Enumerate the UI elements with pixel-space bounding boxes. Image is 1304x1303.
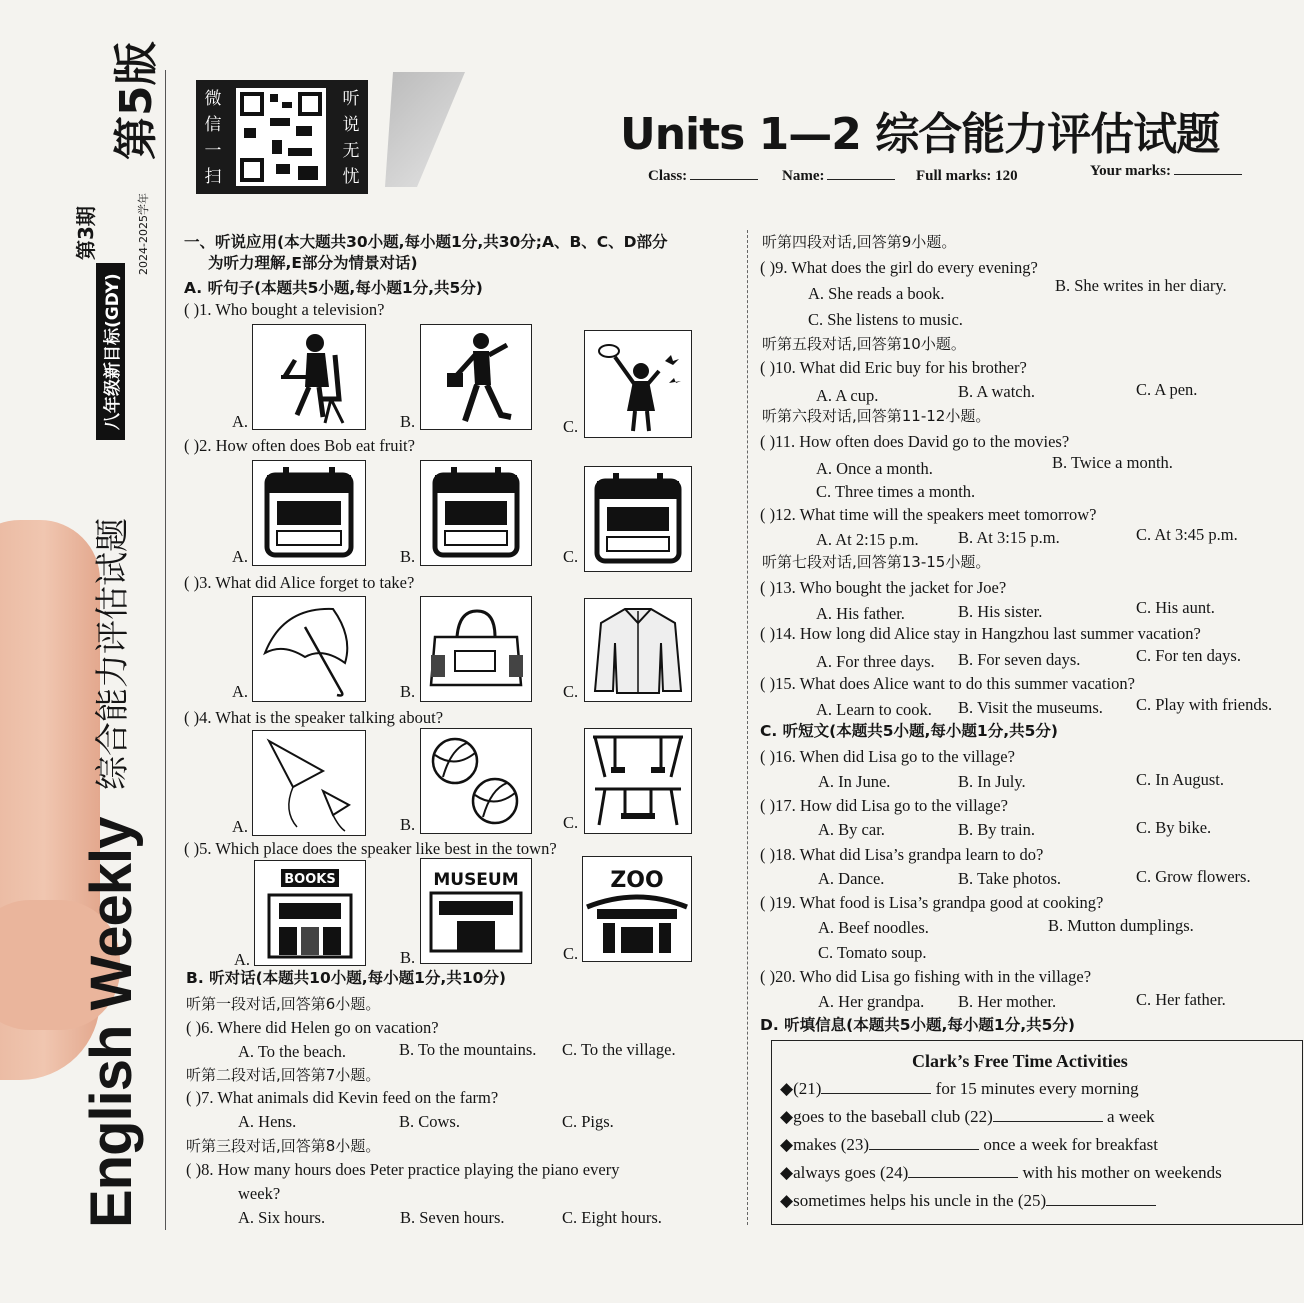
option-b-label: B. [400,412,416,431]
section-heading-cont: 为听力理解,E部分为情景对话) [208,254,418,272]
q11-option-c: C. Three times a month. [816,482,976,501]
spine-issue: 第3期 [74,206,98,260]
q19-option-c: C. Tomato soup. [818,943,927,962]
q12-option-c: C. At 3:45 p.m. [1136,525,1238,544]
q12-option-b: B. At 3:15 p.m. [958,528,1060,547]
question-16: ( )16. When did Lisa go to the village? [760,747,1015,766]
part-c-heading: C. 听短文(本题共5小题,每小题1分,共5分) [760,722,1058,740]
dialogue-6-instruction: 听第六段对话,回答第11-12小题。 [762,407,991,425]
beach-balls-image[interactable] [420,728,532,834]
qr-code-icon[interactable] [236,88,326,186]
page-title: Units 1—2 综合能力评估试题 [620,109,1220,160]
blank-25-prefix: ◆sometimes helps his uncle in the (25) [780,1191,1047,1210]
q9-option-c: C. She listens to music. [808,310,963,329]
question-17: ( )17. How did Lisa go to the village? [760,796,1008,815]
q9-option-b: B. She writes in her diary. [1055,276,1227,295]
q11-option-b: B. Twice a month. [1052,453,1173,472]
q7-option-a: A. Hens. [238,1112,297,1131]
blank-22[interactable] [993,1121,1103,1122]
umbrella-image[interactable] [252,596,366,702]
q17-option-c: C. By bike. [1136,818,1212,837]
question-12: ( )12. What time will the speakers meet tomorrow? [760,505,1097,524]
option-b-label: B. [400,948,416,967]
calendar-icon[interactable] [252,460,366,566]
q10-option-c: C. A pen. [1136,380,1198,399]
part-d-heading: D. 听填信息(本题共5小题,每小题1分,共5分) [760,1016,1075,1034]
jacket-image[interactable] [584,598,692,702]
q6-option-c: C. To the village. [562,1040,676,1059]
blank-22-line [780,1107,1155,1127]
q7-option-b: B. Cows. [399,1112,460,1131]
option-c-label: C. [563,813,579,832]
blank-23-prefix: ◆makes (23) [780,1135,870,1154]
question-3: ( )3. What did Alice forget to take? [184,573,415,592]
q15-option-b: B. Visit the museums. [958,698,1103,717]
q15-option-c: C. Play with friends. [1136,695,1273,714]
q16-option-b: B. In July. [958,772,1026,791]
option-c-label: C. [563,682,579,701]
brand-logo: English Weekly [79,817,144,1228]
dialogue-2-instruction: 听第二段对话,回答第7小题。 [186,1066,381,1084]
spine-grade: 八年级新目标(GDY) [96,263,125,440]
q20-option-c: C. Her father. [1136,990,1226,1009]
your-marks-field[interactable] [1090,163,1242,180]
question-19: ( )19. What food is Lisa’s grandpa good at cooking? [760,893,1104,912]
question-5: ( )5. Which place does the speaker like best in the town? [184,839,557,858]
q13-option-c: C. His aunt. [1136,598,1215,617]
q8-option-a: A. Six hours. [238,1208,326,1227]
museum-image[interactable] [420,858,532,964]
option-c-label: C. [563,944,579,963]
blank-22-suffix: a week [1107,1107,1155,1126]
option-c-label: C. [563,417,579,436]
blank-24[interactable] [908,1177,1018,1178]
question-18: ( )18. What did Lisa’s grandpa learn to do? [760,845,1044,864]
blank-23-suffix: once a week for breakfast [983,1135,1158,1154]
q16-option-c: C. In August. [1136,770,1225,789]
museum-sign: MUSEUM [433,870,519,890]
q18-option-b: B. Take photos. [958,869,1062,888]
option-c-label: C. [563,547,579,566]
spine-version: 第5版 [111,41,162,160]
q19-option-a: A. Beef noodles. [818,918,929,937]
q8-option-c: C. Eight hours. [562,1208,662,1227]
q8-option-b: B. Seven hours. [400,1208,505,1227]
question-6: ( )6. Where did Helen go on vacation? [186,1018,439,1037]
question-13: ( )13. Who bought the jacket for Joe? [760,578,1007,597]
swings-image[interactable] [584,728,692,834]
q14-option-c: C. For ten days. [1136,646,1241,665]
q14-option-b: B. For seven days. [958,650,1081,669]
q19-option-b: B. Mutton dumplings. [1048,916,1194,935]
q10-option-b: B. A watch. [958,382,1035,401]
kites-image[interactable] [252,730,366,836]
column-divider [747,230,748,1225]
question-9: ( )9. What does the girl do every evening? [760,258,1038,277]
question-15: ( )15. What does Alice want to do this summer vacation? [760,674,1135,693]
blank-21[interactable] [821,1093,931,1094]
blank-21-suffix: for 15 minutes every morning [935,1079,1139,1098]
question-8-cont: week? [238,1184,281,1203]
q11-option-a: A. Once a month. [816,459,933,478]
q6-option-a: A. To the beach. [238,1042,347,1061]
option-b-label: B. [400,682,416,701]
girl-butterflies-image[interactable] [584,330,692,438]
part-a-heading: A. 听句子(本题共5小题,每小题1分,共5分) [184,279,483,297]
zoo-sign: ZOO [610,868,664,893]
option-b-label: B. [400,547,416,566]
dialogue-4-instruction: 听第四段对话,回答第9小题。 [762,233,957,251]
full-marks: Full marks: 120 [916,168,1018,184]
question-1: ( )1. Who bought a television? [184,300,385,319]
option-a-label: A. [234,950,251,969]
option-a-label: A. [232,682,249,701]
qr-right-text: 听说无忧 [342,89,360,187]
q18-option-c: C. Grow flowers. [1136,867,1251,886]
dialogue-1-instruction: 听第一段对话,回答第6小题。 [186,995,381,1013]
option-b-label: B. [400,815,416,834]
question-20: ( )20. Who did Lisa go fishing with in the village? [760,967,1092,986]
qr-banner [196,80,368,194]
name-field[interactable] [782,168,895,185]
blank-25[interactable] [1046,1205,1156,1206]
blank-21-line [780,1079,1139,1099]
q20-option-b: B. Her mother. [958,992,1057,1011]
calendar-icon[interactable] [584,466,692,572]
name-label: Name: [782,168,825,184]
option-a-label: A. [232,547,249,566]
q10-option-a: A. A cup. [816,386,879,405]
class-label: Class: [648,168,688,184]
blank-23[interactable] [869,1149,979,1150]
dialogue-3-instruction: 听第三段对话,回答第8小题。 [186,1137,381,1155]
box-title: Clark’s Free Time Activities [912,1051,1128,1071]
zoo-image[interactable] [582,856,692,962]
question-4: ( )4. What is the speaker talking about? [184,708,444,727]
q16-option-a: A. In June. [818,772,891,791]
blank-23-line [780,1135,1158,1155]
dialogue-7-instruction: 听第七段对话,回答第13-15小题。 [762,553,991,571]
calendar-icon[interactable] [420,460,532,566]
decoration-shape [385,72,465,187]
dialogue-5-instruction: 听第五段对话,回答第10小题。 [762,335,966,353]
blank-24-suffix: with his mother on weekends [1022,1163,1222,1182]
blank-22-prefix: ◆goes to the baseball club (22) [780,1107,993,1126]
q9-option-a: A. She reads a book. [808,284,945,303]
fill-in-box [771,1040,1303,1225]
q13-option-a: A. His father. [816,604,905,623]
q6-option-b: B. To the mountains. [399,1040,537,1059]
walking-businessman-image[interactable] [420,324,532,430]
q17-option-a: A. By car. [818,820,885,839]
option-a-label: A. [232,412,249,431]
blank-24-prefix: ◆always goes (24) [780,1163,909,1182]
question-11: ( )11. How often does David go to the movies? [760,432,1070,451]
question-10: ( )10. What did Eric buy for his brother? [760,358,1027,377]
blank-24-line [780,1163,1222,1183]
q14-option-a: A. For three days. [816,652,935,671]
q20-option-a: A. Her grandpa. [818,992,925,1011]
businesswoman-laptop-image[interactable] [252,324,366,430]
question-7: ( )7. What animals did Kevin feed on the farm? [186,1088,499,1107]
part-b-heading: B. 听对话(本题共10小题,每小题1分,共10分) [186,969,506,987]
question-8: ( )8. How many hours does Peter practice playing the piano every [186,1160,620,1179]
question-2: ( )2. How often does Bob eat fruit? [184,436,415,455]
class-field[interactable] [648,168,758,185]
bookstore-image[interactable] [254,860,366,966]
qr-left-text: 微信一扫 [204,89,222,187]
q13-option-b: B. His sister. [958,602,1043,621]
q7-option-c: C. Pigs. [562,1112,614,1131]
q17-option-b: B. By train. [958,820,1035,839]
blank-21-prefix: ◆(21) [780,1079,822,1098]
your-marks-label: Your marks: [1090,163,1171,179]
question-14: ( )14. How long did Alice stay in Hangzhou last summer vacation? [760,624,1201,643]
q12-option-a: A. At 2:15 p.m. [816,530,919,549]
spine-year: 2024-2025学年 [137,193,150,275]
option-a-label: A. [232,817,249,836]
books-sign: BOOKS [284,872,336,887]
q18-option-a: A. Dance. [818,869,885,888]
blank-25-line [780,1191,1156,1211]
spine-paper-title: 综合能力评估试题 [93,518,133,790]
travel-bag-image[interactable] [420,596,532,702]
q15-option-a: A. Learn to cook. [816,700,932,719]
section-heading: 一、听说应用(本大题共30小题,每小题1分,共30分;A、B、C、D部分 [184,233,668,251]
